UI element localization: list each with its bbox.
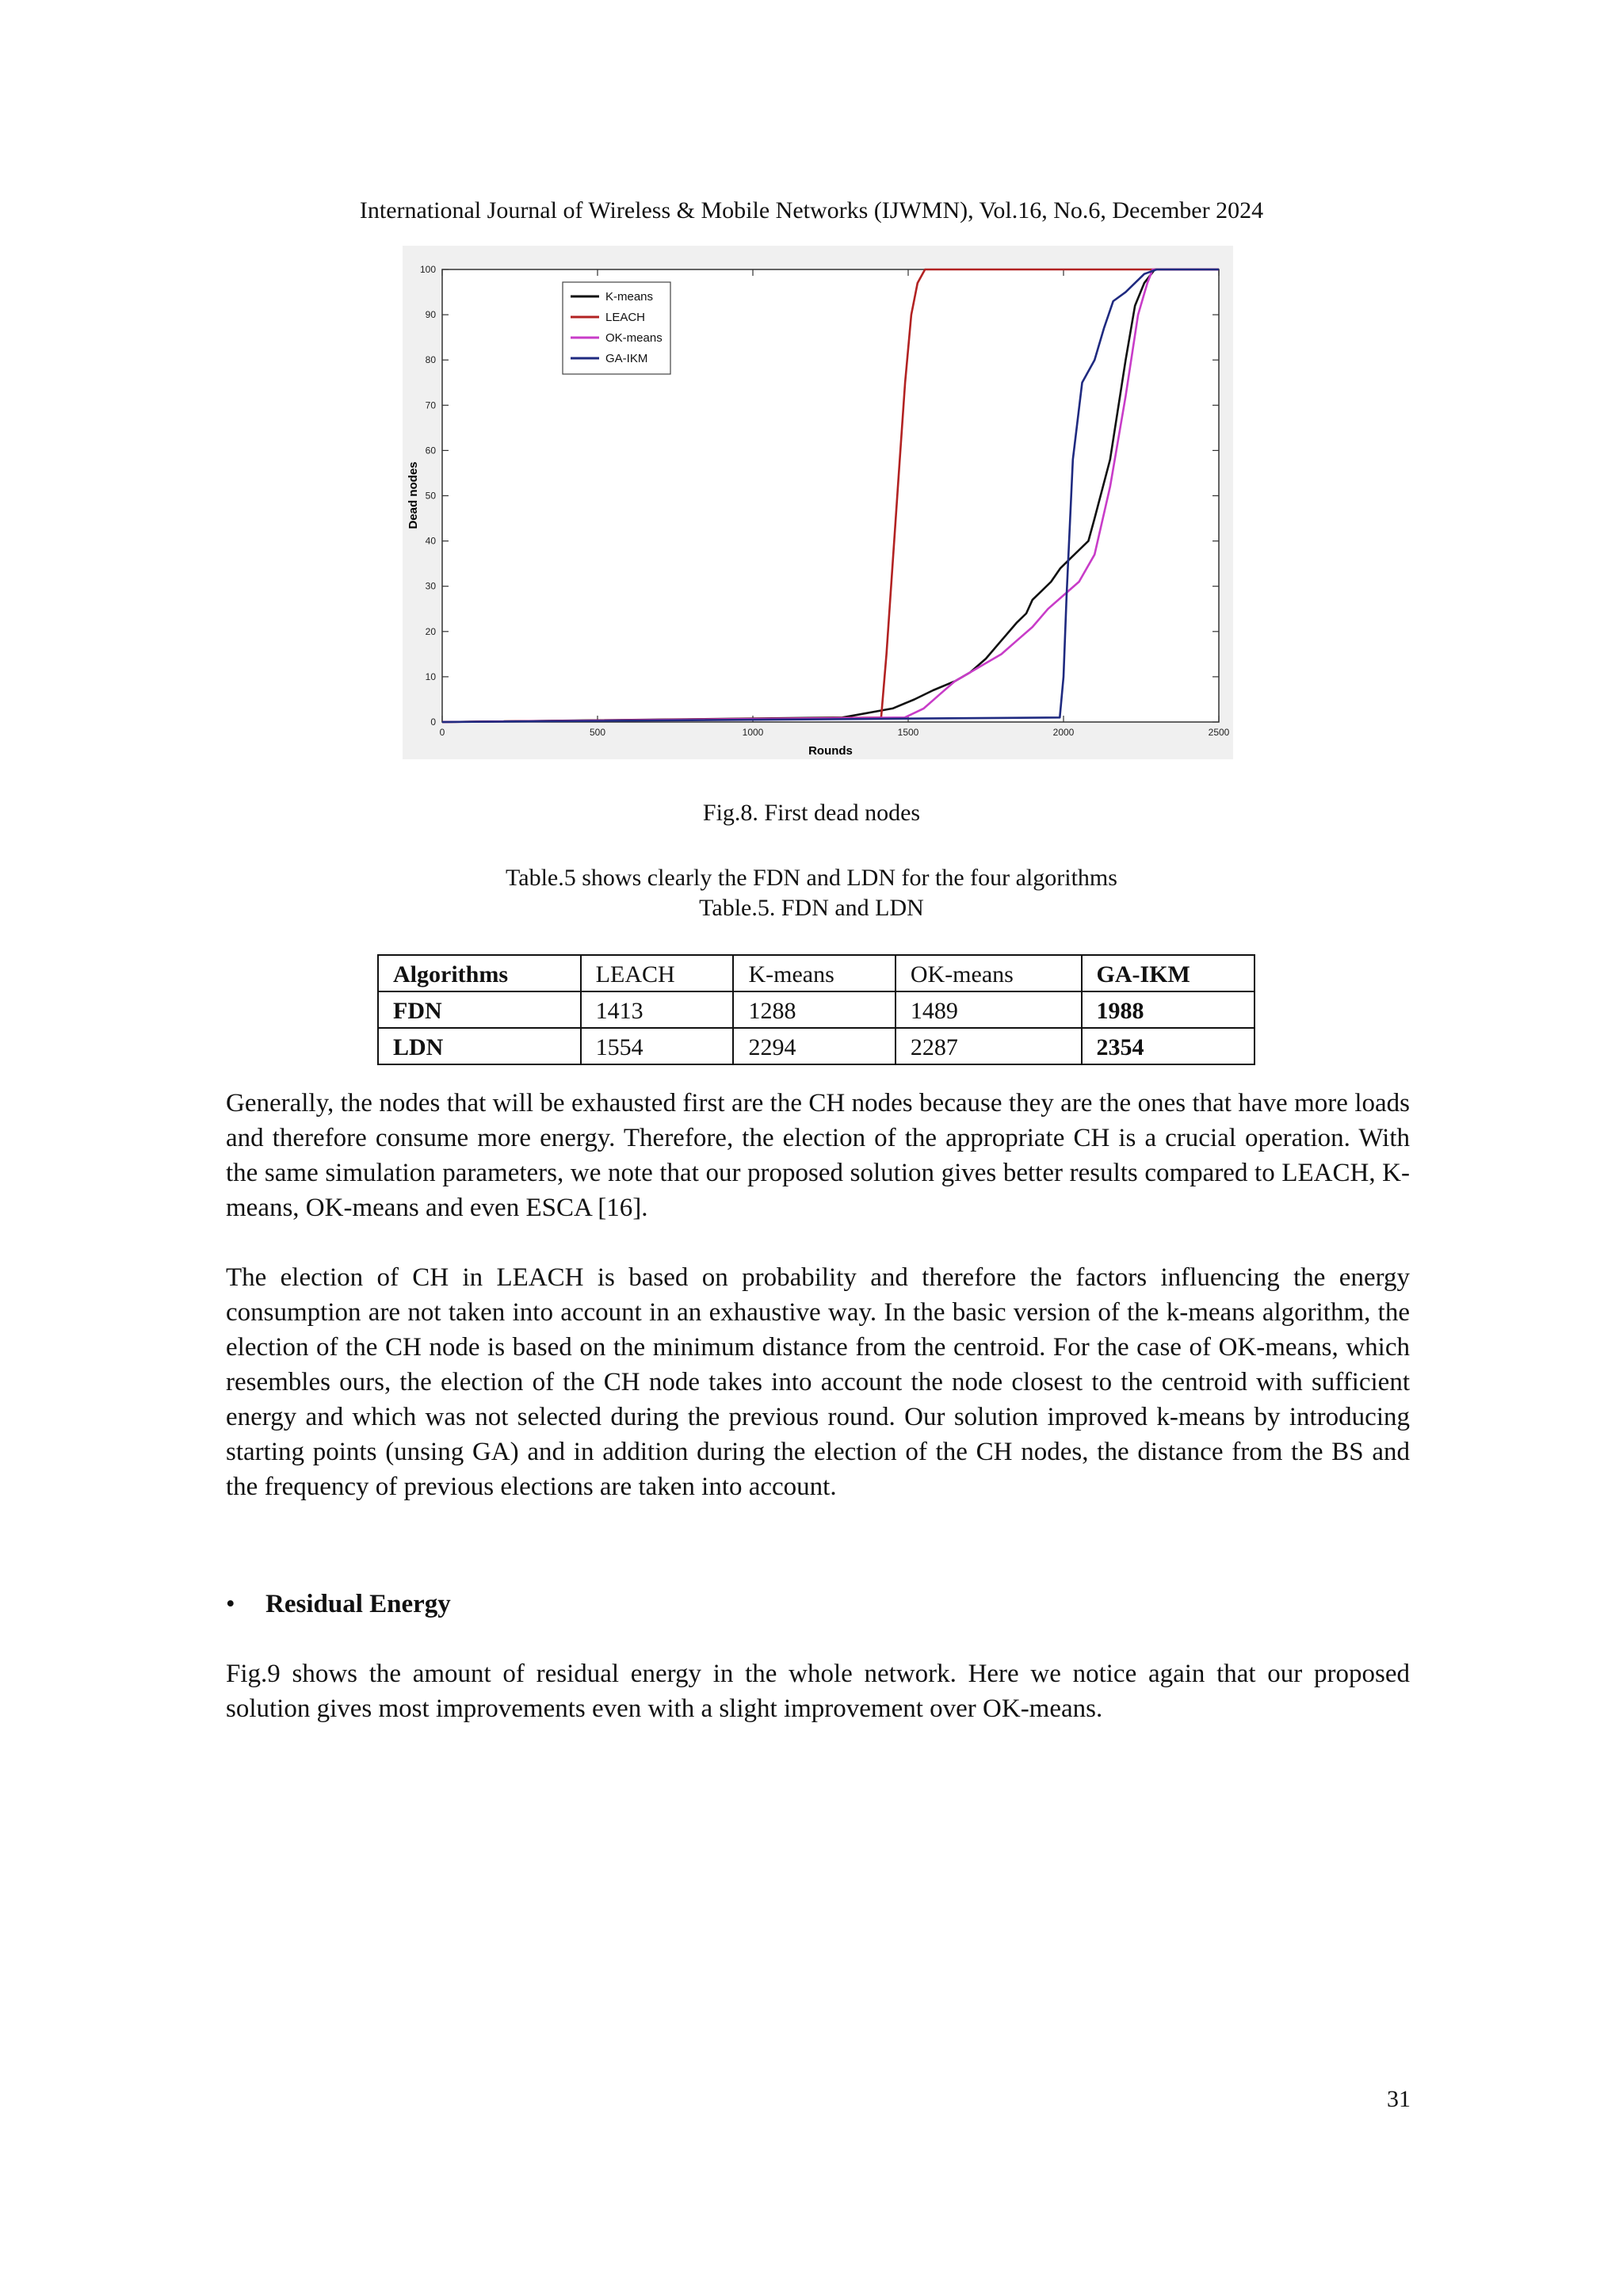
legend-label: K-means	[605, 290, 654, 304]
table-cell: 2287	[896, 1028, 1082, 1064]
x-tick-label: 0	[439, 727, 445, 738]
table-cell: LEACH	[581, 955, 734, 991]
table-cell: 2294	[733, 1028, 895, 1064]
x-tick-label: 2500	[1208, 727, 1230, 738]
table-cell: 2354	[1082, 1028, 1254, 1064]
bullet-title: Residual Energy	[265, 1590, 451, 1618]
x-tick-label: 2000	[1052, 727, 1075, 738]
legend-label: OK-means	[605, 331, 663, 345]
y-tick-label: 20	[425, 625, 436, 637]
table-row	[378, 991, 1254, 1028]
y-tick-label: 0	[430, 716, 436, 728]
paragraph-residual-energy: Fig.9 shows the amount of residual energy in the whole network. Here we notice again that our proposed solution gives most improvements even with a slight improvement over OK-means.	[226, 1660, 1410, 1723]
table-caption: Table.5. FDN and LDN	[699, 895, 924, 921]
legend-label: GA-IKM	[605, 352, 648, 365]
x-tick-label: 1000	[742, 727, 764, 738]
y-tick-label: 70	[425, 399, 436, 411]
x-axis-label: Rounds	[808, 744, 853, 758]
table-cell: GA-IKM	[1082, 955, 1254, 991]
table-row	[378, 1028, 1254, 1064]
y-tick-label: 60	[425, 445, 436, 457]
y-tick-label: 50	[425, 490, 436, 502]
y-tick-label: 90	[425, 309, 436, 321]
table-cell: Algorithms	[378, 955, 581, 991]
page-number: 31	[1387, 2086, 1411, 2112]
paragraph-ch-election: The election of CH in LEACH is based on probability and therefore the factors influencing the energy consumption are not taken into account in an exhaustive way. In the basic version of the k-means algorithm, the election of the CH node is based on the minimum distance from the centroid. For the case of OK-means, which resembles ours, the election of the CH node takes into account the node closest to the centroid with sufficient energy and which was not selected during the previous round. Our solution improved k-means by introducing starting points (unsing GA) and in addition during the election of the CH nodes, the distance from the BS and the frequency of previous elections are taken into account.	[226, 1263, 1410, 1501]
table-cell: OK-means	[896, 955, 1082, 991]
journal-header: International Journal of Wireless & Mobile Networks (IJWMN), Vol.16, No.6, December 2024	[359, 197, 1264, 223]
x-tick-label: 1500	[897, 727, 919, 738]
fdn-ldn-table	[377, 954, 1255, 1065]
y-tick-label: 10	[425, 670, 436, 682]
bullet-dot-icon: •	[226, 1590, 235, 1618]
table-cell: 1554	[581, 1028, 734, 1064]
paragraph-ch-exhaustion: Generally, the nodes that will be exhausted first are the CH nodes because they are the ones that have more loads and therefore consume more energy. Therefore, the election of the appropriate CH is a crucial operation. With the same simulation parameters, we note that our proposed solution gives better results compared to LEACH, K-means, OK-means and even ESCA [16].	[226, 1089, 1410, 1222]
table-cell: 1489	[896, 991, 1082, 1028]
table-cell: K-means	[733, 955, 895, 991]
table-header-row	[378, 955, 1254, 991]
y-tick-label: 100	[419, 264, 436, 275]
section-bullet	[226, 1587, 451, 1622]
table-cell: 1988	[1082, 991, 1254, 1028]
y-tick-label: 40	[425, 535, 436, 547]
table-intro: Table.5 shows clearly the FDN and LDN for the four algorithms	[506, 865, 1117, 891]
table-cell: LDN	[378, 1028, 581, 1064]
dead-nodes-chart	[403, 246, 1233, 759]
x-tick-label: 500	[589, 727, 606, 738]
table-cell: 1288	[733, 991, 895, 1028]
y-axis-label: Dead nodes	[407, 461, 420, 529]
table-cell: 1413	[581, 991, 734, 1028]
y-tick-label: 30	[425, 580, 436, 592]
table-cell: FDN	[378, 991, 581, 1028]
figure-caption: Fig.8. First dead nodes	[702, 800, 921, 826]
dead-nodes-figure	[403, 246, 1233, 759]
legend-label: LEACH	[605, 311, 646, 324]
y-tick-label: 80	[425, 354, 436, 366]
